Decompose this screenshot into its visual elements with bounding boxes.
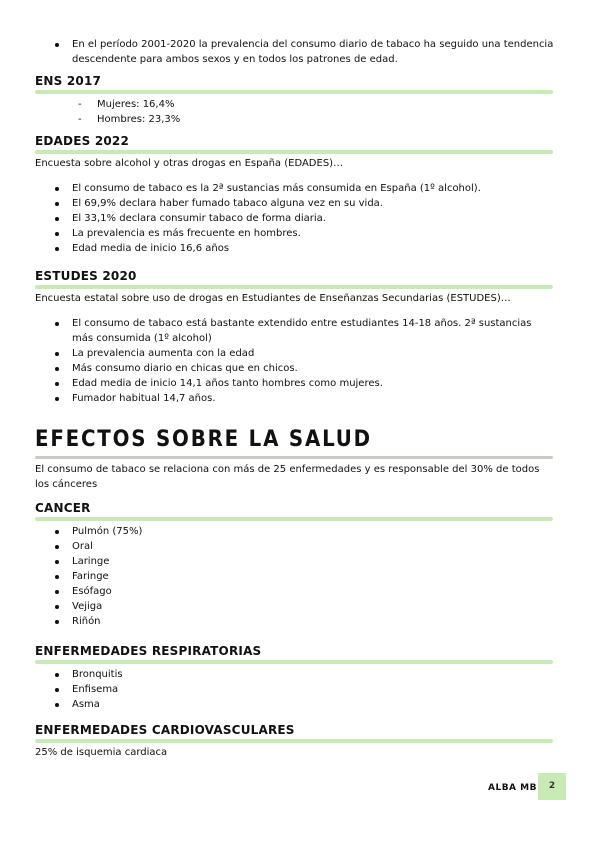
main-heading-efectos: EFECTOS SOBRE LA SALUD [35, 427, 372, 452]
section-underline [35, 150, 553, 154]
list-item: - Hombres: 23,3% [0, 112, 560, 127]
section-underline [35, 739, 553, 743]
list-item: La prevalencia aumenta con la edad [0, 346, 545, 361]
list-item: Bronquitis [0, 667, 560, 682]
ens-list [0, 97, 560, 127]
top-bullet-list [0, 37, 560, 67]
estudes-list [0, 316, 545, 406]
page-number: 2 [538, 773, 566, 800]
list-item: El 33,1% declara consumir tabaco de forma diaria. [0, 211, 560, 226]
list-item: El 69,9% declara haber fumado tabaco alguna vez en su vida. [0, 196, 560, 211]
list-item: Pulmón (75%) [0, 524, 560, 539]
section-heading-cardio: ENFERMEDADES CARDIOVASCULARES [35, 723, 295, 737]
list-item: Fumador habitual 14,7 años. [0, 391, 545, 406]
list-item: - Mujeres: 16,4% [0, 97, 560, 112]
edades-intro: Encuesta sobre alcohol y otras drogas en España (EDADES)… [35, 158, 344, 169]
section-heading-estudes: ESTUDES 2020 [35, 269, 137, 283]
section-heading-respiratorias: ENFERMEDADES RESPIRATORIAS [35, 644, 262, 658]
list-item: Enfisema [0, 682, 560, 697]
section-underline [35, 90, 553, 94]
list-item: Laringe [0, 554, 560, 569]
list-item: Faringe [0, 569, 560, 584]
list-item: El consumo de tabaco es la 2ª sustancias más consumida en España (1º alcohol). [0, 181, 560, 196]
efectos-intro: El consumo de tabaco se relaciona con más de 25 enfermedades y es responsable del 30% de todos los cánceres [35, 464, 540, 490]
list-item: Más consumo diario en chicas que en chicos. [0, 361, 545, 376]
section-underline [35, 660, 553, 664]
list-item: Edad media de inicio 14,1 años tanto hombres como mujeres. [0, 376, 545, 391]
section-heading-edades: EDADES 2022 [35, 134, 130, 148]
footer-author: ALBA MB [488, 783, 537, 793]
edades-list [0, 181, 560, 256]
section-underline [35, 285, 553, 289]
list-item: Vejiga [0, 599, 560, 614]
estudes-intro: Encuesta estatal sobre uso de drogas en Estudiantes de Enseñanzas Secundarias (ESTUDES)… [35, 293, 511, 304]
section-heading-cancer: CANCER [35, 501, 91, 515]
cancer-list [0, 524, 560, 629]
list-item: La prevalencia es más frecuente en hombres. [0, 226, 560, 241]
section-underline [35, 517, 553, 521]
list-item: Esófago [0, 584, 560, 599]
list-item: Edad media de inicio 16,6 años [0, 241, 560, 256]
list-item: En el período 2001-2020 la prevalencia del consumo diario de tabaco ha seguido una tendencia descendente para ambos sexos y en todos los patrones de edad. [0, 37, 560, 67]
list-item: Riñón [0, 614, 560, 629]
respiratorias-list [0, 667, 560, 712]
main-heading-underline [35, 456, 553, 459]
list-item: El consumo de tabaco está bastante extendido entre estudiantes 14-18 años. 2ª sustancias más consumida (1º alcohol) [0, 316, 545, 346]
section-heading-ens: ENS 2017 [35, 74, 102, 88]
list-item: Asma [0, 697, 560, 712]
list-item: Oral [0, 539, 560, 554]
cardio-intro: 25% de isquemia cardiaca [35, 747, 168, 758]
